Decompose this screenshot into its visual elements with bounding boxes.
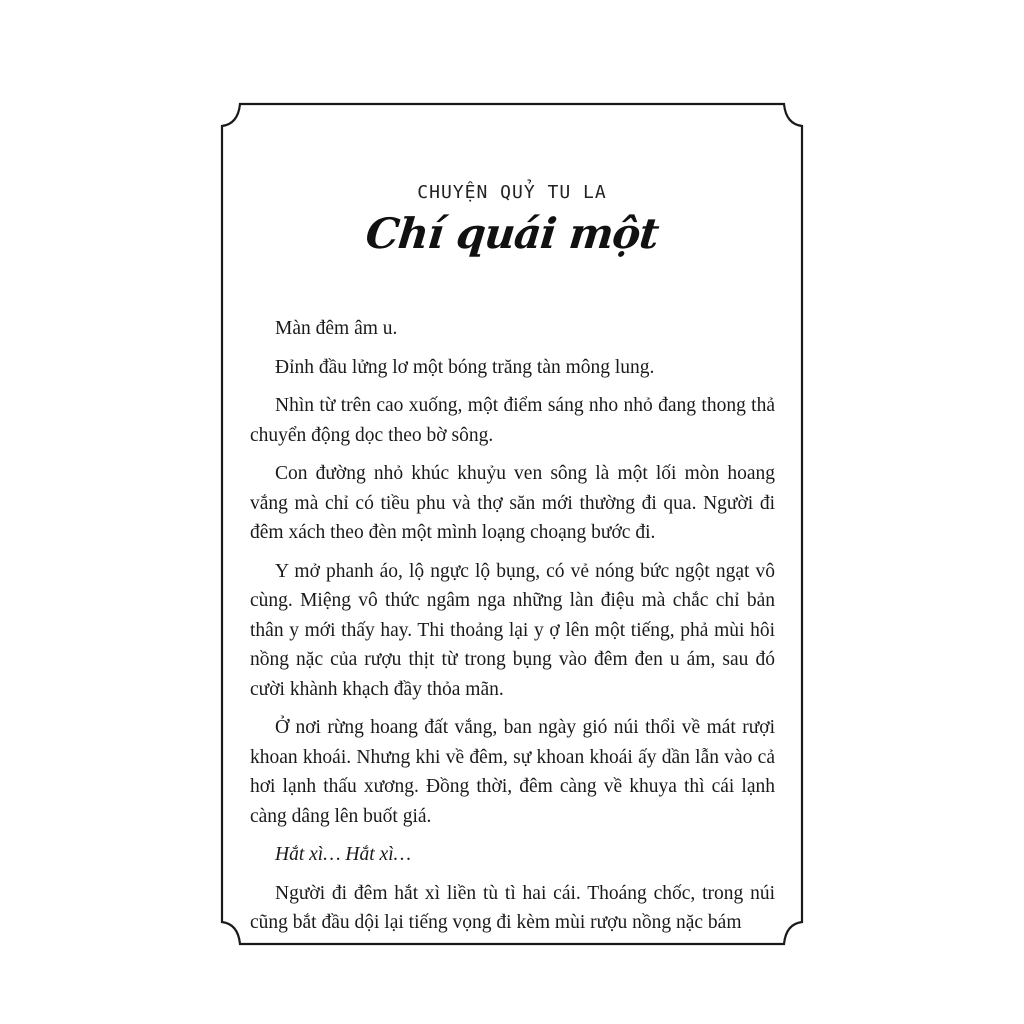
paragraph: Nhìn từ trên cao xuống, một điểm sáng nho nhỏ đang thong thả chuyển động dọc theo bờ sông.: [250, 395, 775, 446]
chapter-header: [222, 182, 802, 258]
paragraph: Màn đêm âm u.: [275, 318, 398, 339]
sneeze-line: Hắt xì… Hắt xì…: [275, 844, 411, 865]
chapter-title: Chí quái một: [363, 209, 661, 258]
paragraph: Đỉnh đầu lửng lơ một bóng trăng tàn mông lung.: [275, 356, 655, 378]
paragraph: Người đi đêm hắt xì liền tù tì hai cái. Thoáng chốc, trong núi cũng bắt đầu dội lại tiếng vọng đi kèm mùi rượu nồng nặc bám: [250, 882, 775, 933]
body-text: [250, 314, 775, 947]
paragraph: Y mở phanh áo, lộ ngực lộ bụng, có vẻ nóng bức ngột ngạt vô cùng. Miệng vô thức ngâm nga những làn điệu mà chắc chỉ bản thân y mới thấy hay. Thi thoảng lại y ợ lên một tiếng, phả mùi hôi nồng nặc của rượu thịt từ trong bụng vào đêm đen u ám, sau đó cười khành khạch đầy thỏa mãn.: [250, 560, 775, 700]
paragraph: Con đường nhỏ khúc khuỷu ven sông là một lối mòn hoang vắng mà chỉ có tiều phu và thợ săn mới thường đi qua. Người đi đêm xách theo đèn một mình loạng choạng bước đi.: [250, 463, 775, 543]
paragraph: Ở nơi rừng hoang đất vắng, ban ngày gió núi thổi về mát rượi khoan khoái. Nhưng khi về đêm, sự khoan khoái ấy dần lẫn vào cả hơi lạnh thấu xương. Đồng thời, đêm càng về khuya thì cái lạnh càng dâng lên buốt giá.: [250, 717, 775, 827]
series-title: CHUYỆN QUỶ TU LA: [417, 182, 607, 203]
